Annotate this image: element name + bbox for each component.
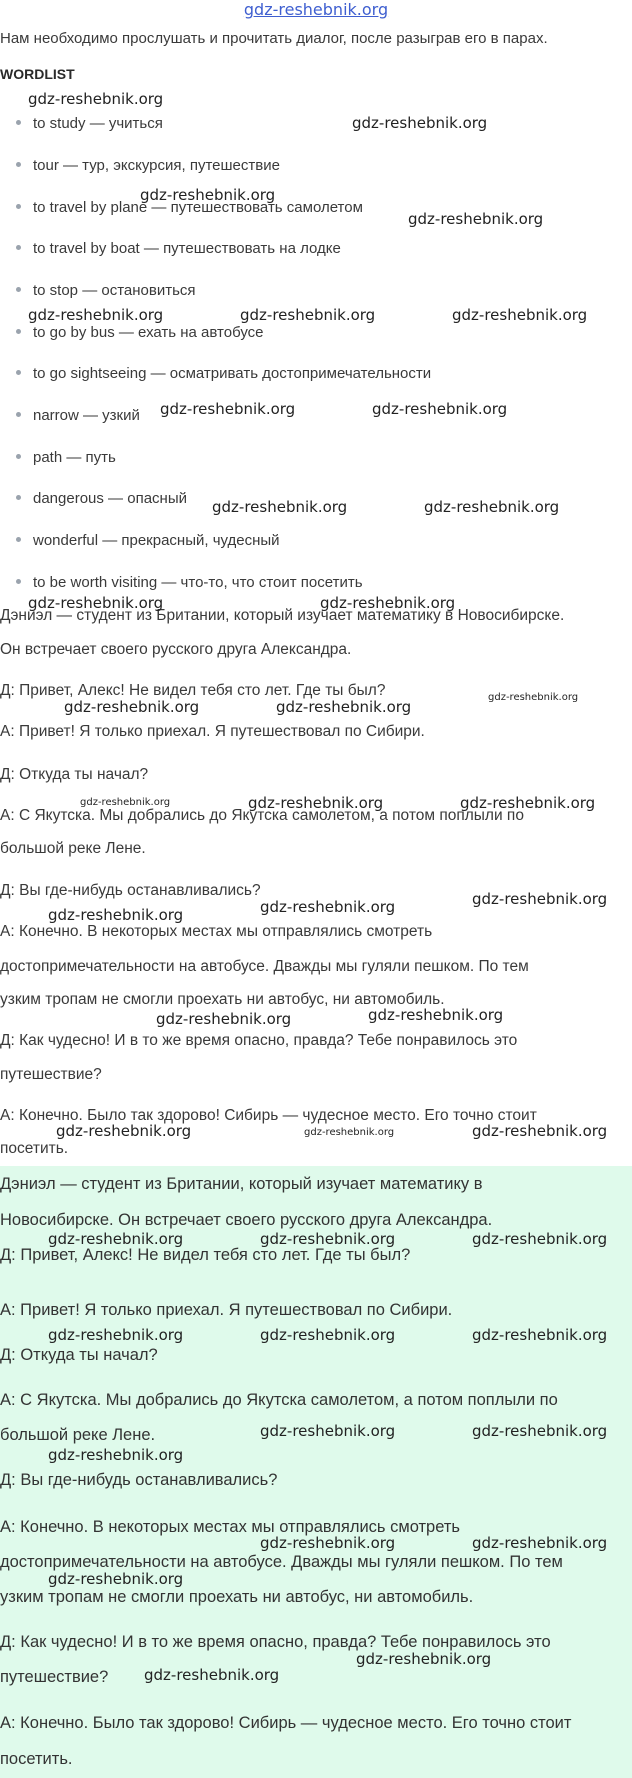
translation-line: А: Привет! Я только приехал. Я путешествовал по Сибири. <box>0 1301 453 1319</box>
watermark-top-link[interactable]: gdz-reshebnik.org <box>243 0 389 19</box>
dialog-line: узким тропам не смогли проехать ни автобус, ни автомобиль. <box>0 991 445 1008</box>
watermark: gdz-reshebnik.org <box>48 1570 184 1588</box>
dialog-line: А: Конечно. В некоторых местах мы отправлялись смотреть <box>0 923 433 940</box>
watermark: gdz-reshebnik.org <box>472 1326 608 1344</box>
bullet-icon <box>16 579 21 584</box>
dialog-line: путешествие? <box>0 1066 102 1083</box>
translation-line: посетить. <box>0 1750 73 1768</box>
dialog-line: Д: Откуда ты начал? <box>0 766 149 783</box>
wordlist-item: to be worth visiting — что-то, что стоит посетить <box>0 574 363 591</box>
watermark: gdz-reshebnik.org <box>320 594 456 612</box>
bullet-icon <box>16 287 21 292</box>
watermark: gdz-reshebnik.org <box>160 400 296 418</box>
translation-line: А: Конечно. Было так здорово! Сибирь — чудесное место. Его точно стоит <box>0 1714 572 1732</box>
bullet-icon <box>16 120 21 125</box>
wordlist-title: WORDLIST <box>0 66 75 82</box>
translation-panel <box>0 1166 632 1778</box>
watermark: gdz-reshebnik.org <box>260 1422 396 1440</box>
dialog-line: А: Конечно. Было так здорово! Сибирь — чудесное место. Его точно стоит <box>0 1107 537 1124</box>
watermark: gdz-reshebnik.org <box>260 898 396 916</box>
watermark: gdz-reshebnik.org <box>424 498 560 516</box>
wordlist-item: wonderful — прекрасный, чудесный <box>0 532 280 549</box>
bullet-icon <box>16 495 21 500</box>
intro-text: Нам необходимо прослушать и прочитать диалог, после разыграв его в парах. <box>0 30 548 47</box>
bullet-icon <box>16 412 21 417</box>
dialog-line: Дэниэл — студент из Британии, который изучает математику в Новосибирске. <box>0 607 565 624</box>
wordlist-item: path — путь <box>0 449 116 466</box>
translation-line: Д: Вы где-нибудь останавливались? <box>0 1471 278 1489</box>
dialog-line: Д: Как чудесно! И в то же время опасно, правда? Тебе понравилось это <box>0 1032 518 1049</box>
wordlist-item: narrow — узкий <box>0 407 140 424</box>
translation-line: А: Конечно. В некоторых местах мы отправлялись смотреть <box>0 1518 461 1536</box>
watermark: gdz-reshebnik.org <box>156 1010 292 1028</box>
wordlist-item: to travel by plane — путешествовать самолетом <box>0 199 363 216</box>
dialog-line: большой реке Лене. <box>0 840 146 857</box>
watermark: gdz-reshebnik.org <box>472 1422 608 1440</box>
dialog-line: Д: Вы где-нибудь останавливались? <box>0 882 261 899</box>
watermark: gdz-reshebnik.org <box>356 1650 492 1668</box>
watermark: gdz-reshebnik.org <box>48 1230 184 1248</box>
translation-line: А: С Якутска. Мы добрались до Якутска самолетом, а потом поплыли по <box>0 1391 558 1409</box>
watermark: gdz-reshebnik.org <box>352 114 488 132</box>
watermark: gdz-reshebnik.org <box>28 306 164 324</box>
watermark: gdz-reshebnik.org <box>472 1534 608 1552</box>
watermark: gdz-reshebnik.org <box>48 1326 184 1344</box>
watermark: gdz-reshebnik.org <box>48 906 184 924</box>
watermark: gdz-reshebnik.org <box>488 692 579 703</box>
bullet-icon <box>16 204 21 209</box>
watermark: gdz-reshebnik.org <box>472 890 608 908</box>
translation-line: Дэниэл — студент из Британии, который изучает математику в <box>0 1175 483 1193</box>
watermark: gdz-reshebnik.org <box>368 1006 504 1024</box>
watermark: gdz-reshebnik.org <box>460 794 596 812</box>
watermark: gdz-reshebnik.org <box>28 594 164 612</box>
dialog-line: Он встречает своего русского друга Александра. <box>0 641 352 658</box>
wordlist-item: tour — тур, экскурсия, путешествие <box>0 157 280 174</box>
translation-line: путешествие? <box>0 1668 109 1686</box>
bullet-icon <box>16 537 21 542</box>
bullet-icon <box>16 245 21 250</box>
watermark: gdz-reshebnik.org <box>140 186 276 204</box>
watermark: gdz-reshebnik.org <box>80 797 171 808</box>
translation-line: достопримечательности на автобусе. Дважды мы гуляли пешком. По тем <box>0 1553 563 1571</box>
translation-line: Д: Привет, Алекс! Не видел тебя сто лет. Где ты был? <box>0 1246 411 1264</box>
wordlist-item: to stop — остановиться <box>0 282 196 299</box>
watermark: gdz-reshebnik.org <box>372 400 508 418</box>
watermark: gdz-reshebnik.org <box>56 1122 192 1140</box>
watermark: gdz-reshebnik.org <box>260 1230 396 1248</box>
watermark: gdz-reshebnik.org <box>240 306 376 324</box>
bullet-icon <box>16 370 21 375</box>
watermark: gdz-reshebnik.org <box>48 1446 184 1464</box>
translation-line: Новосибирске. Он встречает своего русского друга Александра. <box>0 1211 493 1229</box>
watermark: gdz-reshebnik.org <box>212 498 348 516</box>
watermark: gdz-reshebnik.org <box>472 1122 608 1140</box>
translation-line: большой реке Лене. <box>0 1426 156 1444</box>
watermark: gdz-reshebnik.org <box>472 1230 608 1248</box>
watermark: gdz-reshebnik.org <box>452 306 588 324</box>
wordlist-item: dangerous — опасный <box>0 490 187 507</box>
dialog-line: А: Привет! Я только приехал. Я путешествовал по Сибири. <box>0 723 425 740</box>
bullet-icon <box>16 162 21 167</box>
wordlist-item: to go sightseeing — осматривать достопримечательности <box>0 365 431 382</box>
wordlist-item: to travel by boat — путешествовать на лодке <box>0 240 341 257</box>
watermark: gdz-reshebnik.org <box>408 210 544 228</box>
watermark: gdz-reshebnik.org <box>248 794 384 812</box>
bullet-icon <box>16 454 21 459</box>
watermark: gdz-reshebnik.org <box>260 1326 396 1344</box>
translation-line: Д: Как чудесно! И в то же время опасно, правда? Тебе понравилось это <box>0 1633 551 1651</box>
watermark: gdz-reshebnik.org <box>64 698 200 716</box>
watermark: gdz-reshebnik.org <box>28 90 164 108</box>
wordlist-item: to study — учиться <box>0 115 163 132</box>
watermark: gdz-reshebnik.org <box>276 698 412 716</box>
dialog-line: достопримечательности на автобусе. Дважды мы гуляли пешком. По тем <box>0 958 529 975</box>
bullet-icon <box>16 329 21 334</box>
watermark: gdz-reshebnik.org <box>260 1534 396 1552</box>
dialog-line: А: С Якутска. Мы добрались до Якутска самолетом, а потом поплыли по <box>0 807 524 824</box>
translation-line: узким тропам не смогли проехать ни автобус, ни автомобиль. <box>0 1588 474 1606</box>
watermark: gdz-reshebnik.org <box>304 1127 395 1138</box>
wordlist-item: to go by bus — ехать на автобусе <box>0 324 264 341</box>
watermark: gdz-reshebnik.org <box>144 1666 280 1684</box>
dialog-line: Д: Привет, Алекс! Не видел тебя сто лет. Где ты был? <box>0 682 386 699</box>
dialog-line: посетить. <box>0 1140 69 1157</box>
translation-line: Д: Откуда ты начал? <box>0 1346 158 1364</box>
